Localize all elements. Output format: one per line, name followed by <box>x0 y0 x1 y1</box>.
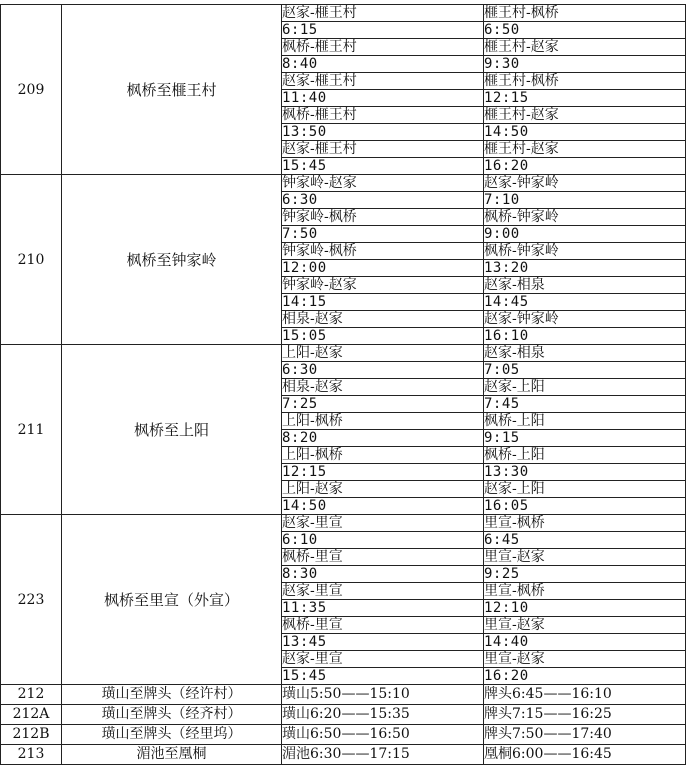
route-number: 212 <box>1 685 62 705</box>
return-time: 6:45 <box>484 532 686 549</box>
return-time: 6:50 <box>484 22 686 39</box>
inbound-schedule: 牌头7:50——17:40 <box>484 725 686 745</box>
trip-time: 6:30 <box>282 192 484 209</box>
return-direction: 里宣-枫桥 <box>484 515 686 532</box>
return-time: 9:25 <box>484 566 686 583</box>
return-direction: 榧王村-枫桥 <box>484 5 686 22</box>
outbound-schedule: 璜山5:50——15:10 <box>282 685 484 705</box>
trip-direction: 相泉-赵家 <box>282 311 484 328</box>
trip-direction: 赵家-里宣 <box>282 651 484 668</box>
return-direction: 榧王村-赵家 <box>484 107 686 124</box>
table-row <box>1 725 686 745</box>
trip-time: 8:20 <box>282 430 484 447</box>
return-time: 9:30 <box>484 56 686 73</box>
trip-time: 11:40 <box>282 90 484 107</box>
return-time: 12:15 <box>484 90 686 107</box>
route-number: 209 <box>1 5 62 175</box>
return-direction: 赵家-相泉 <box>484 345 686 362</box>
return-direction: 里宣-赵家 <box>484 549 686 566</box>
trip-time: 6:15 <box>282 22 484 39</box>
return-direction: 赵家-相泉 <box>484 277 686 294</box>
trip-time: 8:30 <box>282 566 484 583</box>
return-time: 7:05 <box>484 362 686 379</box>
route-number: 223 <box>1 515 62 685</box>
route-description: 枫桥至钟家岭 <box>62 175 282 345</box>
return-time: 14:50 <box>484 124 686 141</box>
return-direction: 赵家-钟家岭 <box>484 175 686 192</box>
trip-direction: 赵家-榧王村 <box>282 73 484 90</box>
return-direction: 榧王村-赵家 <box>484 39 686 56</box>
inbound-schedule: 牌头6:45——16:10 <box>484 685 686 705</box>
route-number: 213 <box>1 745 62 765</box>
trip-direction: 枫桥-里宣 <box>282 617 484 634</box>
trip-direction: 上阳-赵家 <box>282 345 484 362</box>
route-number: 211 <box>1 345 62 515</box>
return-direction: 里宣-赵家 <box>484 651 686 668</box>
trip-direction: 上阳-枫桥 <box>282 447 484 464</box>
return-time: 14:45 <box>484 294 686 311</box>
return-time: 16:05 <box>484 498 686 515</box>
return-time: 12:10 <box>484 600 686 617</box>
outbound-schedule: 湄池6:30——17:15 <box>282 745 484 765</box>
return-direction: 枫桥-钟家岭 <box>484 243 686 260</box>
trip-direction: 赵家-里宣 <box>282 515 484 532</box>
trip-direction: 赵家-榧王村 <box>282 141 484 158</box>
trip-time: 7:25 <box>282 396 484 413</box>
trip-direction: 钟家岭-赵家 <box>282 175 484 192</box>
table-row <box>1 745 686 765</box>
trip-time: 6:30 <box>282 362 484 379</box>
return-time: 7:10 <box>484 192 686 209</box>
schedule-wrapper <box>0 4 686 765</box>
return-direction: 枫桥-上阳 <box>484 413 686 430</box>
return-time: 14:40 <box>484 634 686 651</box>
trip-time: 14:50 <box>282 498 484 515</box>
table-row <box>1 705 686 725</box>
return-time: 13:20 <box>484 260 686 277</box>
trip-time: 15:05 <box>282 328 484 345</box>
trip-time: 7:50 <box>282 226 484 243</box>
return-direction: 枫桥-钟家岭 <box>484 209 686 226</box>
trip-time: 15:45 <box>282 668 484 685</box>
schedule-body <box>1 5 686 765</box>
trip-direction: 上阳-枫桥 <box>282 413 484 430</box>
outbound-schedule: 璜山6:50——16:50 <box>282 725 484 745</box>
table-row <box>1 345 686 362</box>
trip-direction: 赵家-榧王村 <box>282 5 484 22</box>
return-direction: 里宣-枫桥 <box>484 583 686 600</box>
trip-time: 13:50 <box>282 124 484 141</box>
trip-time: 11:35 <box>282 600 484 617</box>
return-direction: 赵家-上阳 <box>484 379 686 396</box>
trip-time: 15:45 <box>282 158 484 175</box>
table-row <box>1 5 686 22</box>
return-time: 13:30 <box>484 464 686 481</box>
return-time: 7:45 <box>484 396 686 413</box>
route-description: 璜山至牌头（经里坞） <box>62 725 282 745</box>
route-description: 枫桥至榧王村 <box>62 5 282 175</box>
trip-direction: 赵家-里宣 <box>282 583 484 600</box>
return-direction: 赵家-上阳 <box>484 481 686 498</box>
return-time: 9:00 <box>484 226 686 243</box>
trip-direction: 枫桥-榧王村 <box>282 107 484 124</box>
route-description: 璜山至牌头（经许村） <box>62 685 282 705</box>
route-description: 湄池至凰桐 <box>62 745 282 765</box>
trip-direction: 钟家岭-枫桥 <box>282 243 484 260</box>
return-direction: 榧王村-枫桥 <box>484 73 686 90</box>
trip-time: 6:10 <box>282 532 484 549</box>
trip-direction: 上阳-赵家 <box>282 481 484 498</box>
route-description: 枫桥至上阳 <box>62 345 282 515</box>
route-number: 212B <box>1 725 62 745</box>
trip-direction: 钟家岭-枫桥 <box>282 209 484 226</box>
trip-time: 8:40 <box>282 56 484 73</box>
route-description: 枫桥至里宣（外宣） <box>62 515 282 685</box>
return-time: 16:10 <box>484 328 686 345</box>
bus-schedule-table <box>0 4 686 765</box>
outbound-schedule: 璜山6:20——15:35 <box>282 705 484 725</box>
return-direction: 里宣-赵家 <box>484 617 686 634</box>
table-row <box>1 515 686 532</box>
trip-time: 12:15 <box>282 464 484 481</box>
route-description: 璜山至牌头（经齐村） <box>62 705 282 725</box>
trip-time: 14:15 <box>282 294 484 311</box>
return-time: 9:15 <box>484 430 686 447</box>
return-direction: 榧王村-赵家 <box>484 141 686 158</box>
trip-time: 12:00 <box>282 260 484 277</box>
inbound-schedule: 牌头7:15——16:25 <box>484 705 686 725</box>
inbound-schedule: 凰桐6:00——16:45 <box>484 745 686 765</box>
return-direction: 枫桥-上阳 <box>484 447 686 464</box>
trip-direction: 相泉-赵家 <box>282 379 484 396</box>
return-direction: 赵家-钟家岭 <box>484 311 686 328</box>
trip-time: 13:45 <box>282 634 484 651</box>
route-number: 210 <box>1 175 62 345</box>
return-time: 16:20 <box>484 158 686 175</box>
trip-direction: 枫桥-里宣 <box>282 549 484 566</box>
table-row <box>1 685 686 705</box>
trip-direction: 钟家岭-赵家 <box>282 277 484 294</box>
return-time: 16:20 <box>484 668 686 685</box>
route-number: 212A <box>1 705 62 725</box>
table-row <box>1 175 686 192</box>
trip-direction: 枫桥-榧王村 <box>282 39 484 56</box>
